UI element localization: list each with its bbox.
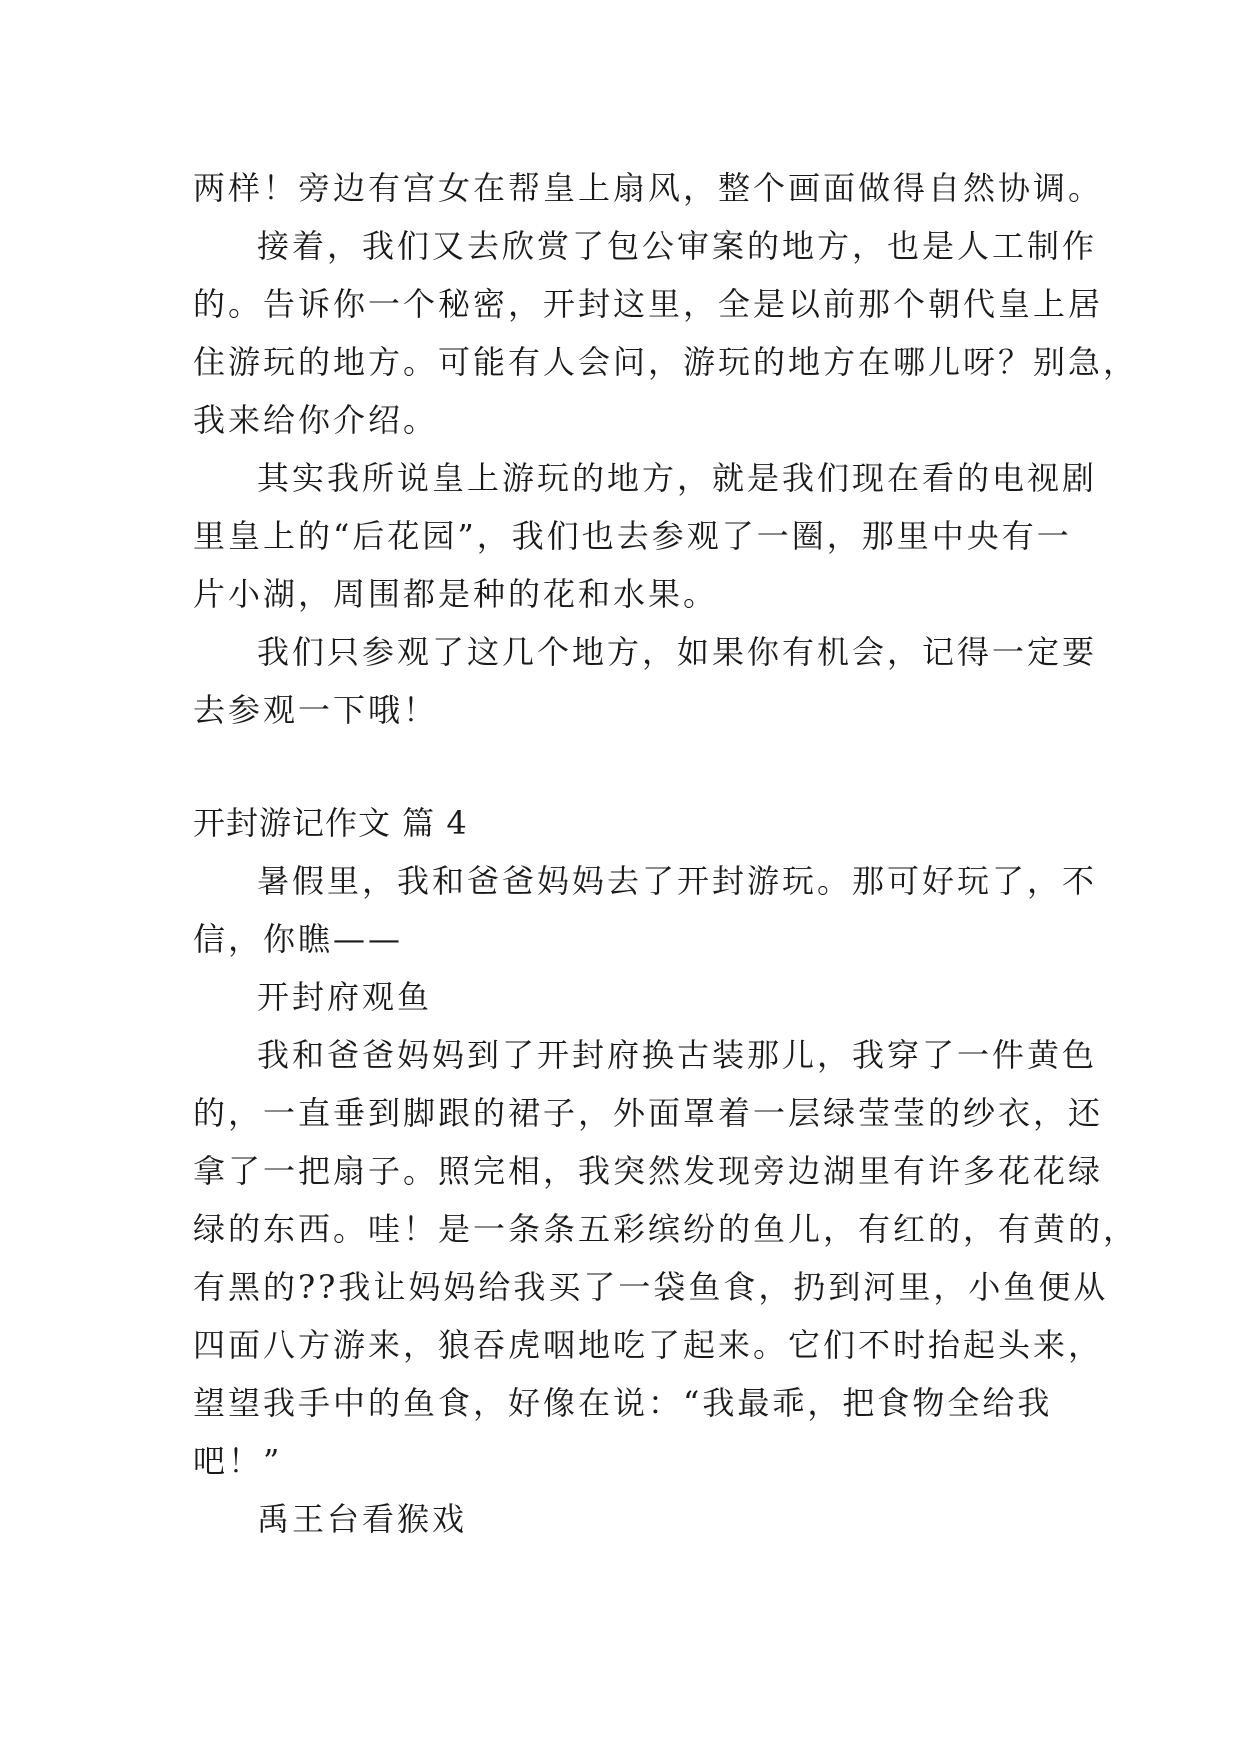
text-line: 吧！” [193, 1442, 283, 1480]
text-line: 信，你瞧—— [193, 920, 404, 958]
text-line: 拿了一把扇子。照完相，我突然发现旁边湖里有许多花花绿 [193, 1152, 1104, 1190]
text-line: 片小湖，周围都是种的花和水果。 [193, 575, 719, 613]
text-line: 四面八方游来，狼吞虎咽地吃了起来。它们不时抬起头来， [193, 1326, 1104, 1364]
text-line: 暑假里，我和爸爸妈妈去了开封游玩。那可好玩了，不 [257, 862, 1098, 900]
text-line: 两样！旁边有宫女在帮皇上扇风，整个画面做得自然协调。 [193, 169, 1104, 207]
text-line: 我们只参观了这几个地方，如果你有机会，记得一定要 [257, 633, 1098, 671]
section-title: 开封游记作文 篇 4 [193, 804, 468, 842]
text-line: 绿的东西。哇！是一条条五彩缤纷的鱼儿，有红的，有黄的， [193, 1210, 1139, 1248]
text-line: 接着，我们又去欣赏了包公审案的地方，也是人工制作 [257, 227, 1098, 265]
text-line: 望望我手中的鱼食，好像在说：“我最乖，把食物全给我 [193, 1384, 1053, 1422]
text-line: 有黑的??我让妈妈给我买了一袋鱼食，扔到河里，小鱼便从 [193, 1268, 1109, 1306]
text-line: 里皇上的“后花园”，我们也去参观了一圈，那里中央有一 [193, 517, 1072, 555]
text-line: 我来给你介绍。 [193, 401, 439, 439]
text-line: 我和爸爸妈妈到了开封府换古装那儿，我穿了一件黄色 [257, 1036, 1098, 1074]
text-line: 的。告诉你一个秘密，开封这里，全是以前那个朝代皇上居 [193, 285, 1104, 323]
text-line: 其实我所说皇上游玩的地方，就是我们现在看的电视剧 [257, 459, 1098, 497]
subheading: 开封府观鱼 [257, 978, 433, 1016]
subheading: 禹王台看猴戏 [257, 1500, 468, 1538]
text-line: 去参观一下哦！ [193, 691, 439, 729]
text-line: 住游玩的地方。可能有人会问，游玩的地方在哪儿呀？别急， [193, 343, 1139, 381]
text-line: 的，一直垂到脚跟的裙子，外面罩着一层绿莹莹的纱衣，还 [193, 1094, 1104, 1132]
